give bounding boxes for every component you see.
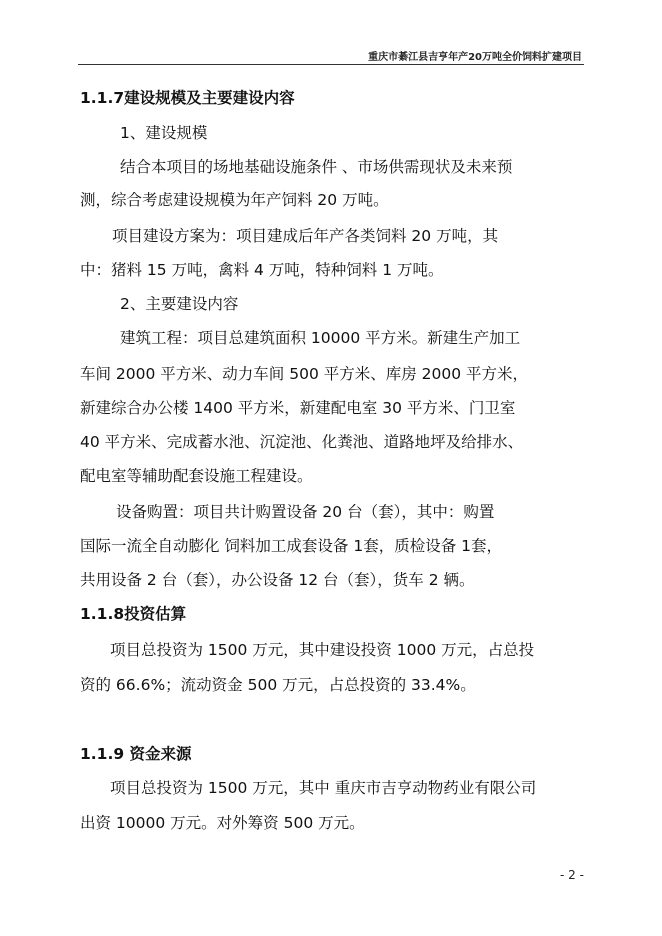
paragraph-line: 车间 2000 平方米、动力车间 500 平方米、库房 2000 平方米， bbox=[80, 365, 529, 383]
section-heading-1-1-8: 1.1.8投资估算 bbox=[80, 605, 187, 623]
paragraph-line: 共用设备 2 台（套），办公设备 12 台（套），货车 2 辆。 bbox=[80, 571, 475, 589]
paragraph-line: 测，综合考虑建设规模为年产饲料 20 万吨。 bbox=[80, 191, 389, 209]
paragraph-line: 项目总投资为 1500 万元，其中建设投资 1000 万元，占总投 bbox=[110, 641, 535, 659]
paragraph-line: 配电室等辅助配套设施工程建设。 bbox=[80, 467, 313, 485]
subheading-contents: 2、主要建设内容 bbox=[120, 295, 239, 313]
running-header: 重庆市綦江县吉亨年产20万吨全价饲料扩建项目 bbox=[368, 52, 582, 63]
paragraph-line: 项目建设方案为：项目建成后年产各类饲料 20 万吨，其 bbox=[112, 227, 499, 245]
paragraph-line: 40 平方米、完成蓄水池、沉淀池、化粪池、道路地坪及给排水、 bbox=[80, 433, 524, 451]
paragraph-line: 出资 10000 万元。对外筹资 500 万元。 bbox=[80, 814, 365, 832]
section-heading-1-1-9: 1.1.9 资金来源 bbox=[80, 745, 192, 763]
paragraph-line: 中：猪料 15 万吨，禽料 4 万吨，特种饲料 1 万吨。 bbox=[80, 261, 444, 279]
paragraph-line: 资的 66.6%；流动资金 500 万元，占总投资的 33.4%。 bbox=[80, 676, 476, 694]
paragraph-line: 新建综合办公楼 1400 平方米，新建配电室 30 平方米、门卫室 bbox=[80, 399, 516, 417]
subheading-scale: 1、建设规模 bbox=[120, 124, 208, 142]
header-rule bbox=[78, 64, 584, 65]
paragraph-line: 项目总投资为 1500 万元，其中 重庆市吉亨动物药业有限公司 bbox=[110, 779, 537, 797]
paragraph-line: 设备购置：项目共计购置设备 20 台（套），其中：购置 bbox=[116, 503, 495, 521]
page-number: - 2 - bbox=[560, 868, 584, 882]
section-heading-1-1-7: 1.1.7建设规模及主要建设内容 bbox=[80, 89, 295, 107]
paragraph-line: 建筑工程：项目总建筑面积 10000 平方米。新建生产加工 bbox=[120, 329, 521, 347]
paragraph-line: 结合本项目的场地基础设施条件 、市场供需现状及未来预 bbox=[120, 158, 513, 176]
paragraph-line: 国际一流全自动膨化 饲料加工成套设备 1套，质检设备 1套， bbox=[80, 537, 503, 555]
